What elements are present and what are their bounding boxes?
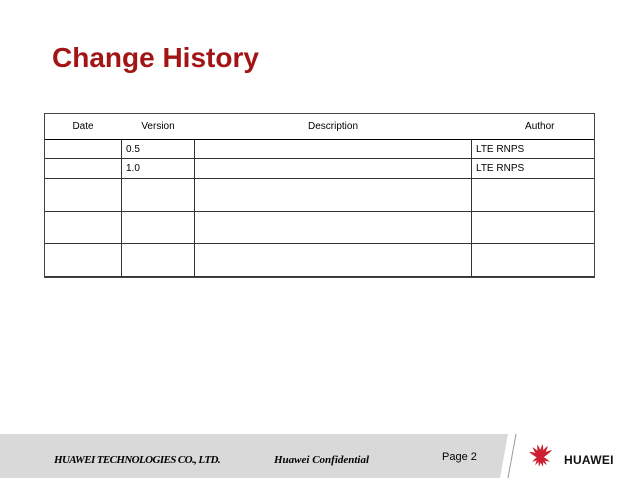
header-author: Author <box>472 113 595 140</box>
cell-author <box>472 211 595 244</box>
cell-author: LTE RNPS <box>472 140 595 159</box>
cell-date <box>45 178 122 211</box>
page-title: Change History <box>52 42 259 73</box>
footer-brand-area <box>494 434 638 478</box>
cell-date <box>45 211 122 244</box>
cell-version <box>122 244 195 277</box>
cell-version <box>122 178 195 211</box>
cell-description <box>195 244 472 277</box>
change-history-table <box>44 113 594 277</box>
cell-date <box>45 140 122 159</box>
footer-company: HUAWEI TECHNOLOGIES CO., LTD. <box>54 454 220 466</box>
cell-description <box>195 159 472 178</box>
table-row <box>45 244 595 277</box>
brand-name: HUAWEI <box>564 453 614 467</box>
header-version: Version <box>122 113 195 140</box>
table-header-row <box>45 113 595 140</box>
page-number: Page 2 <box>442 451 477 463</box>
cell-date <box>45 244 122 277</box>
table-row <box>45 140 595 159</box>
table-row <box>45 159 595 178</box>
cell-version: 1.0 <box>122 159 195 178</box>
cell-author: LTE RNPS <box>472 159 595 178</box>
header-date: Date <box>45 113 122 140</box>
cell-version: 0.5 <box>122 140 195 159</box>
cell-description <box>195 211 472 244</box>
table-row <box>45 178 595 211</box>
cell-description <box>195 178 472 211</box>
table-row <box>45 211 595 244</box>
cell-description <box>195 140 472 159</box>
footer-confidential: Huawei Confidential <box>274 454 370 466</box>
cell-author <box>472 178 595 211</box>
cell-version <box>122 211 195 244</box>
huawei-petal-logo-icon <box>524 442 558 472</box>
cell-author <box>472 244 595 277</box>
cell-date <box>45 159 122 178</box>
header-description: Description <box>195 113 472 140</box>
